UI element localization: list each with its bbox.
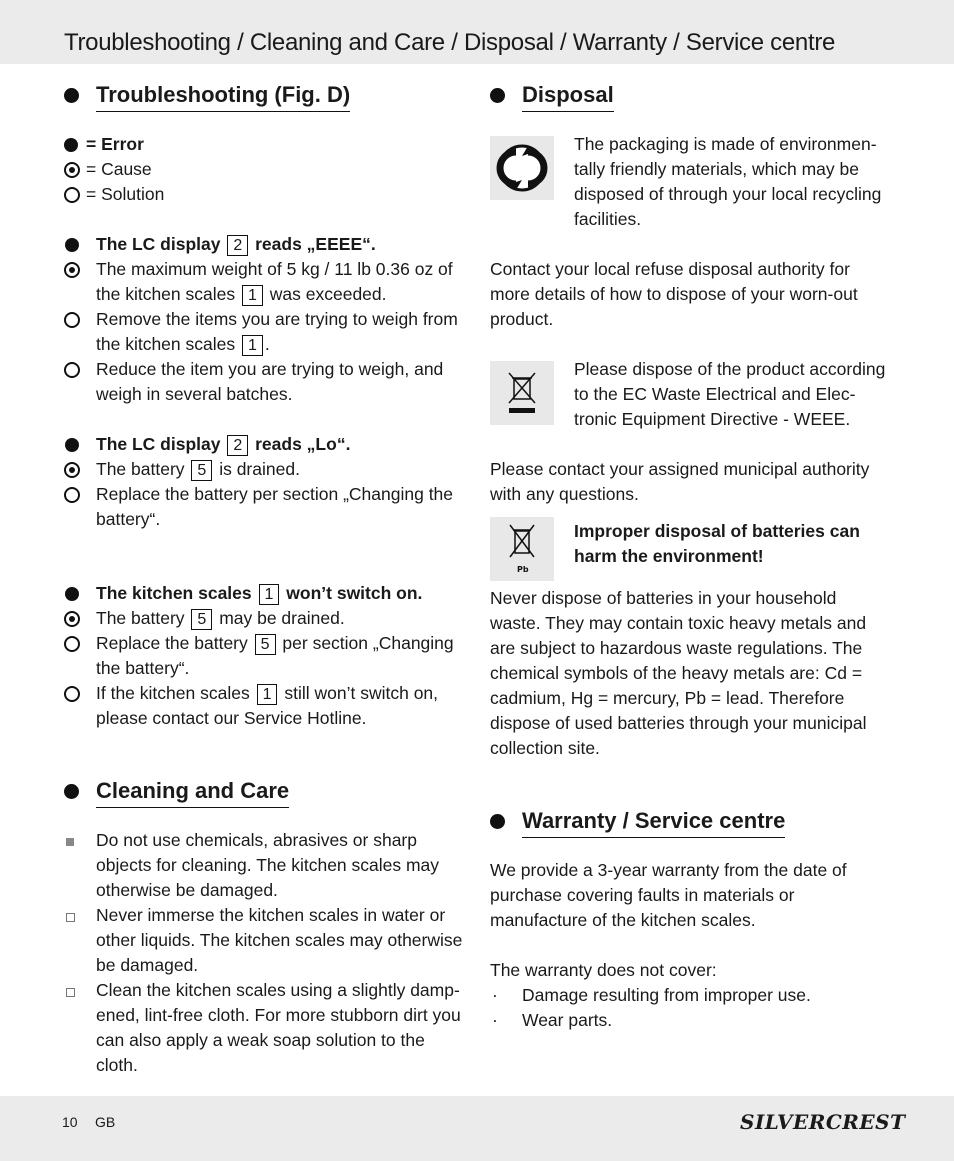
weee-note: Please dispose of the product according to the EC Waste Electrical and Elec-tronic Equipment Directive - WEEE. [490, 357, 890, 432]
section-bullet-icon [64, 88, 79, 103]
green-dot-recycle-icon [490, 136, 554, 200]
solution-replace-battery-2: Replace the battery 5 per section „Changing the battery“. [64, 631, 464, 681]
brand-logo: SILVERCREST [740, 1110, 906, 1134]
legend-solution: = Solution [64, 182, 464, 207]
right-column [490, 80, 890, 1033]
page-number: 10 [62, 1114, 78, 1130]
legend-cause: = Cause [64, 157, 464, 182]
section-bullet-icon [64, 784, 79, 799]
header-bar [0, 0, 954, 64]
ring-circle-icon [64, 362, 80, 378]
cleaning-item: Do not use chemicals, abrasives or sharp objects for cleaning. The kitchen scales may otherwise be damaged. [64, 828, 464, 903]
solution-contact-hotline: If the kitchen scales 1 still won’t switch on, please contact our Service Hotline. [64, 681, 464, 731]
municipal-paragraph: Please contact your assigned municipal authority with any questions. [490, 459, 870, 504]
troubleshooting-heading: Troubleshooting (Fig. D) [64, 80, 464, 114]
filled-circle-icon [65, 438, 79, 452]
ring-circle-icon [64, 487, 80, 503]
target-circle-icon [64, 162, 80, 178]
ref-number-box: 5 [191, 460, 212, 481]
ref-number-box: 2 [227, 435, 248, 456]
square-bullet-icon [66, 838, 74, 846]
target-circle-icon [64, 462, 80, 478]
cleaning-heading: Cleaning and Care [64, 776, 464, 810]
ring-circle-icon [64, 312, 80, 328]
filled-circle-icon [65, 587, 79, 601]
ring-circle-icon [64, 636, 80, 652]
cleaning-item: Never immerse the kitchen scales in water or other liquids. The kitchen scales may otherwise be damaged. [64, 903, 464, 978]
ref-number-box: 1 [242, 285, 263, 306]
left-column [64, 80, 464, 1078]
disposal-heading: Disposal [490, 80, 890, 114]
ref-number-box: 1 [242, 335, 263, 356]
ref-number-box: 2 [227, 235, 248, 256]
warranty-heading: Warranty / Service centre [490, 806, 890, 840]
dot-bullet: · [492, 1010, 498, 1030]
legend-error: = Error [64, 132, 464, 157]
section-bullet-icon [490, 88, 505, 103]
list-item: · Wear parts. [490, 1008, 890, 1033]
crossed-bin-icon [490, 361, 554, 425]
ref-number-box: 1 [259, 584, 280, 605]
contact-paragraph: Contact your local refuse disposal authority for more details of how to dispose of your worn-out product. [490, 259, 858, 329]
ring-circle-icon [64, 187, 80, 203]
solution-reduce-weight: Reduce the item you are trying to weigh, and weigh in several batches. [64, 357, 464, 407]
packaging-note: The packaging is made of environmen-tally friendly materials, which may be disposed of through your local recycling facilities. [490, 132, 890, 232]
ref-number-box: 5 [255, 634, 276, 655]
dot-bullet: · [492, 985, 498, 1005]
cause-max-weight: The maximum weight of 5 kg / 11 lb 0.36 oz of the kitchen scales 1 was exceeded. [64, 257, 464, 307]
battery-warning: Pb Improper disposal of batteries can harm the environment! [490, 511, 890, 586]
target-circle-icon [64, 262, 80, 278]
square-outline-bullet-icon [66, 988, 75, 997]
error-lo: The LC display 2 reads „Lo“. [64, 432, 464, 457]
ref-number-box: 1 [257, 684, 278, 705]
warranty-not-cover: The warranty does not cover: [490, 960, 717, 980]
cleaning-item: Clean the kitchen scales using a slightly damp-ened, lint-free cloth. For more stubborn dirt you can also apply a weak soap solution to the cloth. [64, 978, 464, 1078]
cause-battery-may-be-drained: The battery 5 may be drained. [64, 606, 464, 631]
ring-circle-icon [64, 686, 80, 702]
heavy-metals-paragraph: Never dispose of batteries in your household waste. They may contain toxic heavy metals and are subject to hazardous waste regulations. The chemical symbols of the heavy metals are: Cd = cadmium, Hg = mercury, Pb = lead. Therefore dispose of used batteries through your municipal collection site. [490, 588, 867, 758]
solution-remove-items: Remove the items you are trying to weigh from the kitchen scales 1 . [64, 307, 464, 357]
target-circle-icon [64, 611, 80, 627]
error-eeee: The LC display 2 reads „EEEE“. [64, 232, 464, 257]
page-title: Troubleshooting / Cleaning and Care / Disposal / Warranty / Service centre [64, 29, 836, 56]
footer-bar [0, 1096, 954, 1161]
list-item: · Damage resulting from improper use. [490, 983, 890, 1008]
error-no-switch-on: The kitchen scales 1 won’t switch on. [64, 581, 464, 606]
ref-number-box: 5 [191, 609, 212, 630]
cause-battery-drained: The battery 5 is drained. [64, 457, 464, 482]
warranty-intro: We provide a 3-year warranty from the date of purchase covering faults in materials or manufacture of the kitchen scales. [490, 860, 847, 930]
language-code: GB [95, 1114, 116, 1130]
section-bullet-icon [490, 814, 505, 829]
pb-label: Pb [517, 565, 529, 574]
solution-replace-battery: Replace the battery per section „Changing the battery“. [64, 482, 464, 532]
crossed-bin-pb-icon [490, 517, 554, 581]
filled-circle-icon [65, 238, 79, 252]
filled-circle-icon [64, 138, 78, 152]
square-outline-bullet-icon [66, 913, 75, 922]
